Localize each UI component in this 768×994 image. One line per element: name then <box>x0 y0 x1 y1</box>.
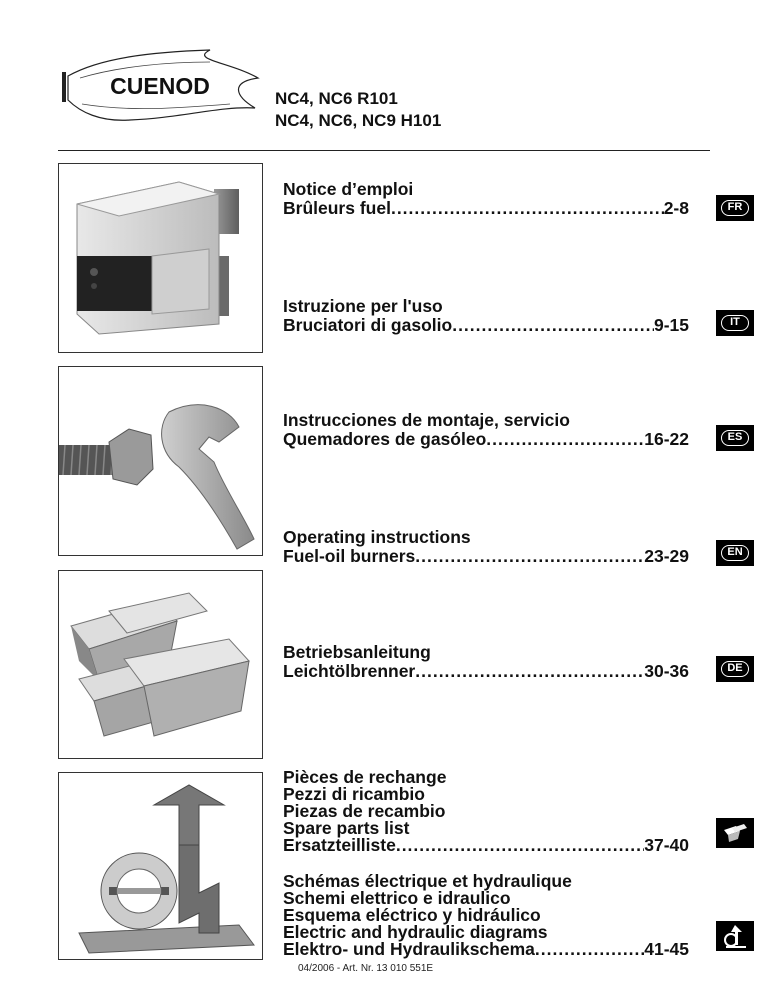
leader-dots <box>486 430 644 449</box>
page-range: 30-36 <box>644 660 689 681</box>
leader-dots <box>391 199 664 218</box>
spare-parts-line: Pezzi di ricambio <box>283 784 425 804</box>
lang-code: ES <box>721 430 749 446</box>
lang-code: EN <box>721 545 749 561</box>
section-subtitle: Elektro- und Hydraulikschema <box>283 939 535 959</box>
lang-badge-en[interactable] <box>716 540 754 566</box>
page-range: 37-40 <box>644 835 689 855</box>
leader-dots <box>452 316 654 335</box>
model-line-2: NC4, NC6, NC9 H101 <box>275 111 442 130</box>
section-subtitle: Leichtölbrenner <box>283 660 416 681</box>
toc-entry[interactable] <box>283 547 689 566</box>
logo-text: CUENOD <box>110 73 210 99</box>
toc-entry[interactable] <box>283 837 689 854</box>
cuenod-logo <box>60 48 260 128</box>
leader-dots <box>415 547 644 566</box>
electric-hydraulic-photo <box>58 772 263 960</box>
bins-photo <box>58 570 263 759</box>
model-list <box>275 88 441 132</box>
burner-photo <box>58 163 263 353</box>
footer-article-number: 04/2006 - Art. Nr. 13 010 551E <box>298 963 434 974</box>
section-diagrams <box>283 873 689 958</box>
page-range: 23-29 <box>644 545 689 566</box>
section-title: Betriebsanleitung <box>283 642 431 662</box>
spare-parts-line: Pièces de rechange <box>283 767 447 787</box>
section-title: Operating instructions <box>283 527 471 547</box>
toc-entry[interactable] <box>283 199 689 218</box>
diagrams-line: Esquema eléctrico y hidráulico <box>283 905 541 925</box>
section-de <box>283 643 689 680</box>
electric-diagram-icon[interactable] <box>716 921 754 951</box>
lang-badge-fr[interactable] <box>716 195 754 221</box>
leader-dots <box>415 662 644 681</box>
page-range: 16-22 <box>644 428 689 449</box>
lang-code: DE <box>721 661 749 677</box>
spare-parts-icon[interactable] <box>716 818 754 848</box>
section-es <box>283 411 689 448</box>
lang-badge-es[interactable] <box>716 425 754 451</box>
model-line-1: NC4, NC6 R101 <box>275 89 398 108</box>
section-subtitle: Ersatzteilliste <box>283 835 396 855</box>
leader-dots <box>535 941 644 958</box>
section-title: Notice d’emploi <box>283 179 414 199</box>
section-title: Instrucciones de montaje, servicio <box>283 410 570 430</box>
toc-entry[interactable] <box>283 430 689 449</box>
toc-entry[interactable] <box>283 316 689 335</box>
leader-dots <box>396 837 644 854</box>
header-divider <box>58 150 710 151</box>
section-subtitle: Bruciatori di gasolio <box>283 314 453 335</box>
page-range: 9-15 <box>653 314 689 335</box>
lang-code: FR <box>721 200 749 216</box>
page-range: 41-45 <box>644 939 689 959</box>
section-subtitle: Quemadores de gasóleo <box>283 428 487 449</box>
diagrams-line: Electric and hydraulic diagrams <box>283 922 548 942</box>
diagrams-line: Schemi elettrico e idraulico <box>283 888 511 908</box>
lang-code: IT <box>721 315 749 331</box>
section-it <box>283 297 689 334</box>
wrench-photo <box>58 366 263 556</box>
diagrams-line: Schémas électrique et hydraulique <box>283 871 572 891</box>
section-fr <box>283 180 689 217</box>
section-subtitle: Fuel-oil burners <box>283 545 416 566</box>
lang-badge-de[interactable] <box>716 656 754 682</box>
lang-badge-it[interactable] <box>716 310 754 336</box>
spare-parts-line: Piezas de recambio <box>283 801 446 821</box>
toc-entry[interactable] <box>283 941 689 958</box>
section-en <box>283 528 689 565</box>
toc-entry[interactable] <box>283 662 689 681</box>
spare-parts-line: Spare parts list <box>283 818 410 838</box>
page-range: 2-8 <box>663 197 689 218</box>
section-spare-parts <box>283 769 689 854</box>
section-title: Istruzione per l'uso <box>283 296 443 316</box>
section-subtitle: Brûleurs fuel <box>283 197 391 218</box>
